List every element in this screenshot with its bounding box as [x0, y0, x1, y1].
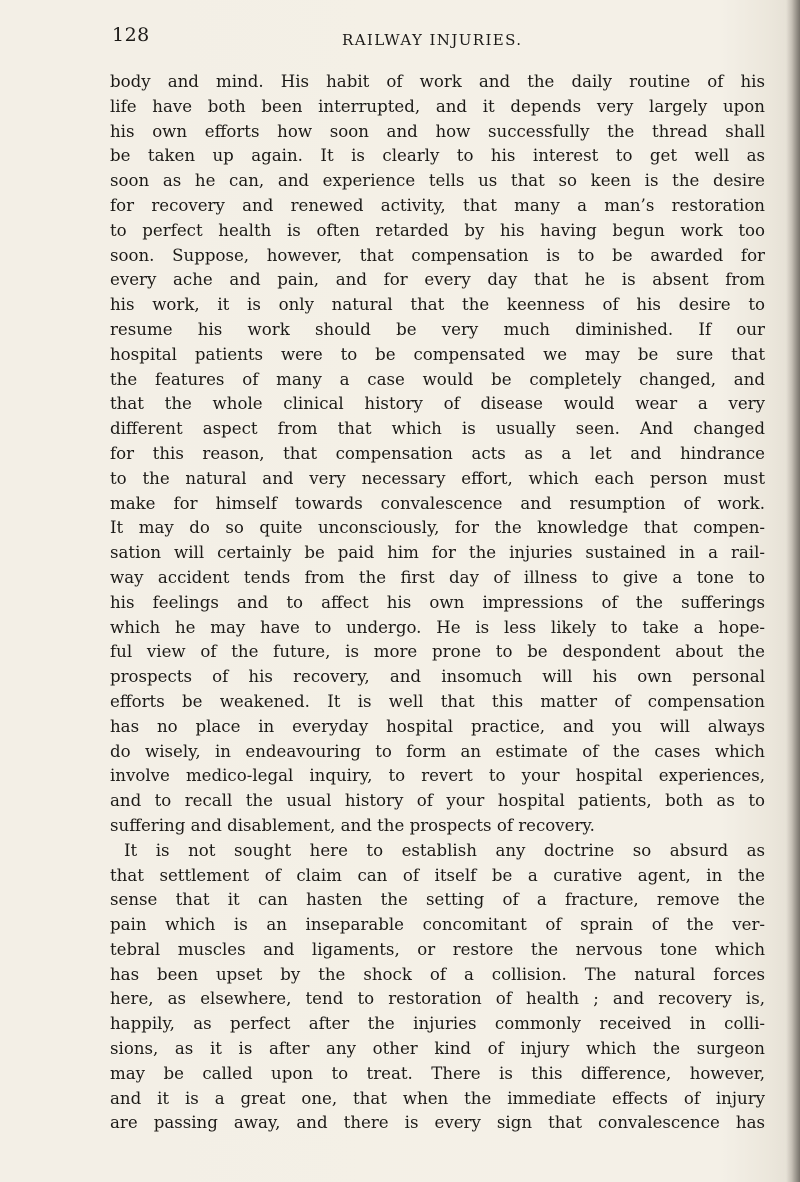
text-line: sions, as it is after any other kind of injury which the surgeon — [110, 1039, 765, 1059]
text-line: that settlement of claim can of itself be a curative agent, in the — [110, 865, 765, 885]
text-line: resume his work should be very much diminished. If our — [110, 319, 765, 339]
text-line: body and mind. His habit of work and the daily routine of his — [110, 72, 765, 91]
text-line: to the natural and very necessary effort, which each person must — [110, 468, 765, 488]
text-line: to perfect health is often retarded by his having begun work too — [110, 220, 765, 240]
text-line: for recovery and renewed activity, that many a man’s restoration — [110, 195, 765, 215]
text-line: here, as elsewhere, tend to restoration of health ; and recovery is, — [110, 989, 765, 1009]
text-line: which he may have to undergo. He is less likely to take a hope- — [110, 617, 765, 637]
text-line: It is not sought here to establish any doctrine so absurd as — [124, 840, 765, 860]
text-line: be taken up again. It is clearly to his interest to get well as — [110, 146, 765, 166]
page-number: 128 — [112, 24, 150, 46]
text-line: his work, it is only natural that the keenness of his desire to — [110, 295, 765, 315]
text-line: every ache and pain, and for every day that he is absent from — [110, 270, 765, 290]
text-line: has been upset by the shock of a collision. The natural forces — [110, 964, 765, 984]
text-line: different aspect from that which is usually seen. And changed — [110, 419, 765, 439]
text-line: soon as he can, and experience tells us that so keen is the desire — [110, 171, 765, 191]
text-line: hospital patients were to be compensated we may be sure that — [110, 344, 765, 364]
text-line: prospects of his recovery, and insomuch will his own personal — [110, 667, 765, 687]
text-line: do wisely, in endeavouring to form an estimate of the cases which — [110, 741, 765, 761]
text-line: has no place in everyday hospital practice, and you will always — [110, 716, 765, 736]
text-line: way accident tends from the first day of illness to give a tone to — [110, 567, 765, 587]
text-line: are passing away, and there is every sign that convalescence has — [110, 1113, 765, 1133]
text-line: happily, as perfect after the injuries commonly received in colli- — [110, 1014, 765, 1034]
text-line: suffering and disablement, and the prospects of recovery. — [110, 815, 595, 835]
text-line: may be called upon to treat. There is this difference, however, — [110, 1063, 765, 1083]
text-line: sation will certainly be paid him for the injuries sustained in a rail- — [110, 543, 765, 563]
text-line: involve medico-legal inquiry, to revert to your hospital experiences, — [110, 766, 765, 786]
body-text — [110, 70, 765, 1136]
text-line: efforts be weakened. It is well that this matter of compensation — [110, 691, 765, 711]
text-line: that the whole clinical history of disease would wear a very — [110, 394, 765, 414]
text-line: life have both been interrupted, and it depends very largely upon — [110, 96, 765, 116]
text-line: his own efforts how soon and how successfully the thread shall — [110, 121, 765, 141]
text-line: and it is a great one, that when the immediate effects of injury — [110, 1088, 765, 1108]
text-line: pain which is an inseparable concomitant of sprain of the ver- — [110, 915, 765, 935]
text-line: and to recall the usual history of your hospital patients, both as to — [110, 791, 765, 811]
text-line: ful view of the future, is more prone to be despondent about the — [110, 642, 765, 662]
text-line: tebral muscles and ligaments, or restore the nervous tone which — [110, 939, 765, 959]
page-edge-shadow — [786, 0, 800, 1182]
text-line: the features of many a case would be completely changed, and — [110, 369, 765, 389]
text-line: make for himself towards convalescence and resumption of work. — [110, 493, 765, 513]
text-line: It may do so quite unconsciously, for the knowledge that compen- — [110, 518, 765, 538]
text-line: his feelings and to affect his own impressions of the sufferings — [110, 592, 765, 612]
running-head: RAILWAY INJURIES. — [342, 31, 523, 49]
page-header — [0, 24, 800, 54]
text-line: sense that it can hasten the setting of a fracture, remove the — [110, 890, 765, 910]
text-line: soon. Suppose, however, that compensation is to be awarded for — [110, 245, 765, 265]
text-line: for this reason, that compensation acts as a let and hindrance — [110, 443, 765, 463]
